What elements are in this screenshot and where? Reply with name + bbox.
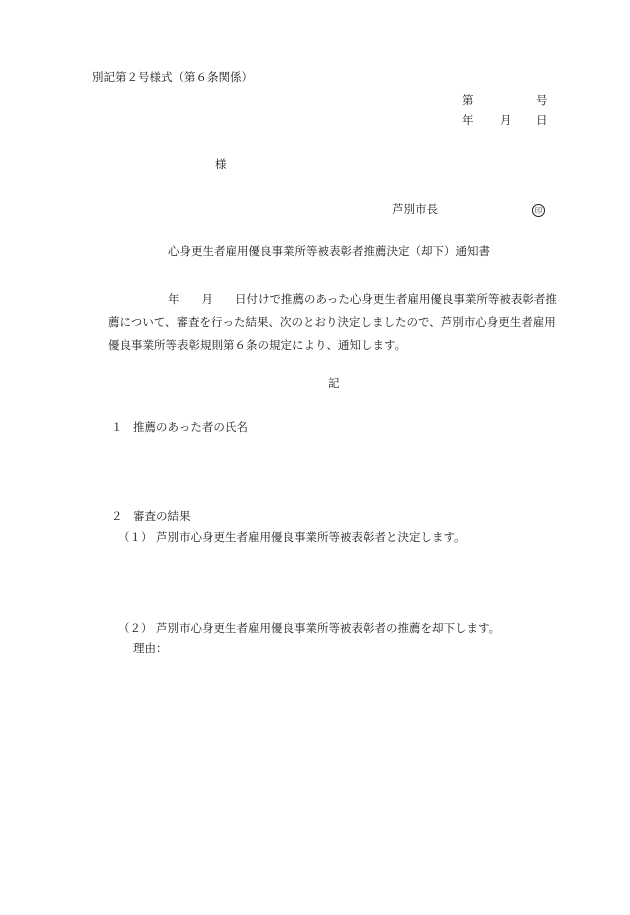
sub-item-2-number: （２） (118, 621, 153, 635)
form-label: 別記第２号様式（第６条関係） (92, 70, 253, 84)
issuer-title: 芦別市長 (392, 202, 438, 216)
item-2-label: 審査の結果 (133, 509, 191, 523)
item-2-number: ２ (111, 509, 123, 523)
addressee-suffix: 様 (215, 157, 227, 171)
sub-item-1-text: 芦別市心身更生者雇用優良事業所等被表彰者と決定します。 (156, 530, 466, 544)
doc-number-prefix: 第 (462, 93, 474, 107)
ki-heading: 記 (328, 376, 340, 390)
body-line-2: 薦について、審査を行った結果、次のとおり決定しましたので、芦別市心身更生者雇用 (108, 315, 556, 329)
item-1-number: １ (111, 420, 123, 434)
body-date-year: 年 (168, 292, 180, 306)
item-1-label: 推薦のあった者の氏名 (133, 420, 248, 434)
body-date-month: 月 (201, 292, 213, 306)
body-line-3: 優良事業所等表彰規則第６条の規定により、通知します。 (108, 338, 407, 352)
seal-icon: 印 (532, 204, 545, 217)
date-day: 日 (536, 113, 548, 127)
body-line-1-text: 日付けで推薦のあった心身更生者雇用優良事業所等被表彰者推 (235, 292, 557, 306)
doc-title: 心身更生者雇用優良事業所等被表彰者推薦決定（却下）通知書 (168, 244, 490, 258)
date-year: 年 (462, 113, 474, 127)
body-line-1 (108, 288, 578, 311)
date-month: 月 (500, 113, 512, 127)
reason-label: 理由： (133, 641, 168, 655)
seal-mark (532, 202, 545, 217)
notice-body (108, 288, 578, 357)
sub-item-1-number: （１） (118, 530, 153, 544)
sub-item-2-text: 芦別市心身更生者雇用優良事業所等被表彰者の推薦を却下します。 (156, 621, 501, 635)
doc-number-suffix: 号 (536, 93, 548, 107)
